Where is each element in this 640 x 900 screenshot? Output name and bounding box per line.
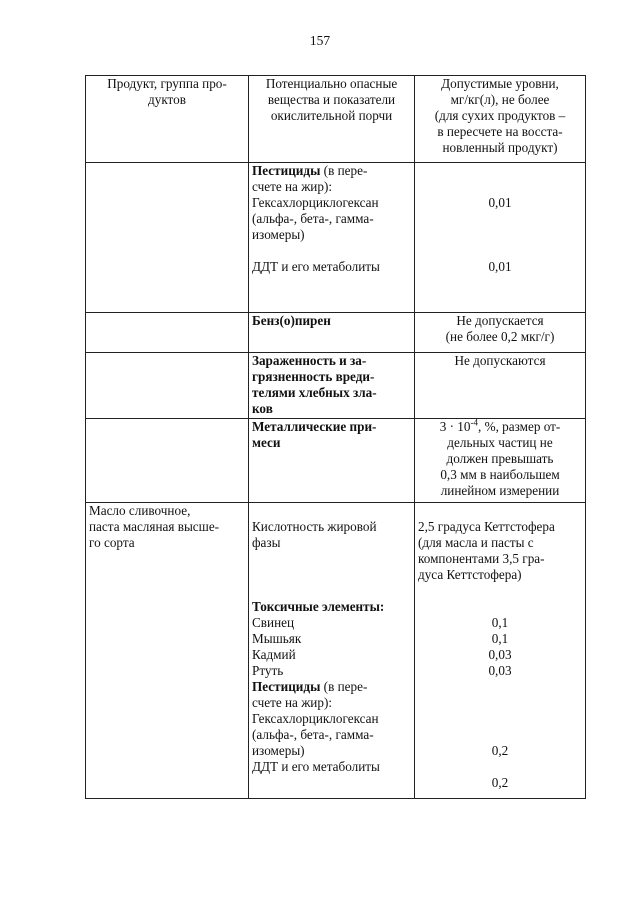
- table-header-row: [86, 76, 586, 163]
- pesticides-values: 0,01 0,01: [415, 163, 586, 313]
- table-row-infestation: Зараженность и за- грязненность вреди- телями хлебных зла- ков Не допускаются: [86, 353, 586, 419]
- butter-substances-cell: Кислотность жировой фазы Токсичные элементы: Свинец Мышьяк Кадмий Ртуть Пестициды (в пере- счете на жир): Гексахлорциклогексан (альфа-, бета-, гамма- изомеры) ДДТ и его метаболиты: [249, 503, 415, 799]
- norms-table: [85, 75, 586, 799]
- header-product: Продукт, группа про- дуктов: [86, 76, 249, 163]
- table-row-pesticides: [86, 163, 586, 313]
- table-row-metal: Металлические при- меси $3 \cdot 10^{-4}$, %, размер от- дельных частиц не должен превышать 0,3 мм в наибольшем линейном измерении: [86, 419, 586, 503]
- table-row-butter: [86, 503, 586, 799]
- table-row-benzpyrene: Бенз(о)пирен Не допускается (не более 0,2 мкг/г): [86, 313, 586, 353]
- header-levels: Допустимые уровни, мг/кг(л), не более (для сухих продуктов – в пересчете на восста- новленный продукт): [415, 76, 586, 163]
- pesticides-cell: Пестициды (в пере- счете на жир): Гексахлорциклогексан (альфа-, бета-, гамма- изомеры) ДДТ и его метаболиты: [249, 163, 415, 313]
- header-substances: Потенциально опасные вещества и показатели окислительной порчи: [249, 76, 415, 163]
- page-number: 157: [309, 33, 331, 48]
- butter-product-cell: Масло сливочное, паста масляная высше- го сорта: [86, 503, 249, 799]
- butter-values-cell: 2,5 градуса Кеттстофера (для масла и пасты с компонентами 3,5 гра- дуса Кеттстофера) 0,1 0,1 0,03 0,03 0,2 0,2: [415, 503, 586, 799]
